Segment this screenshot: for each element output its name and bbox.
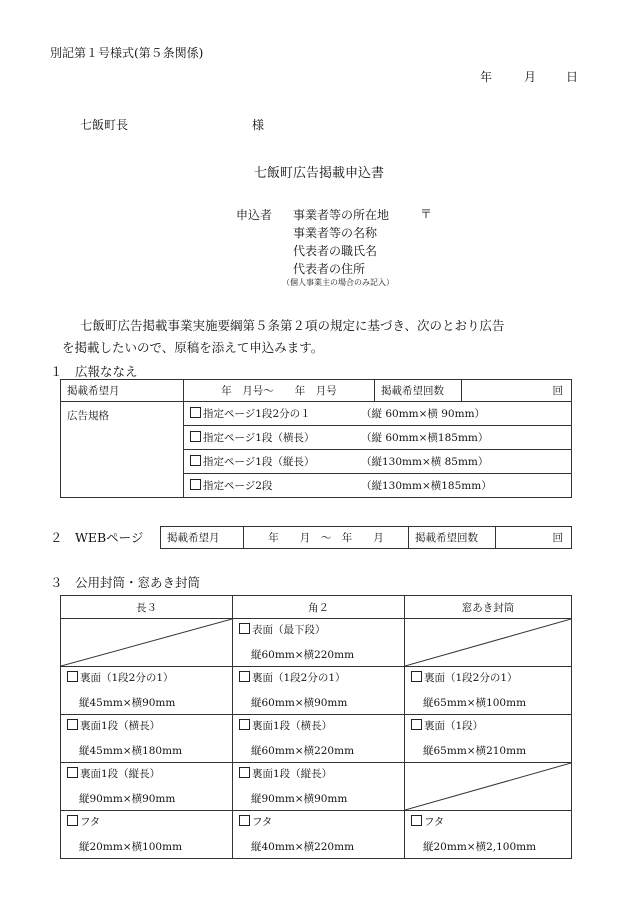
month-value-cell[interactable]: 年 月号～ 年 月号 — [184, 380, 375, 402]
checkbox[interactable] — [411, 719, 422, 730]
table-row — [61, 619, 572, 667]
checkbox[interactable] — [239, 719, 250, 730]
size-label-cell: 広告規格 — [61, 402, 184, 498]
envelope-option[interactable] — [61, 811, 233, 859]
envelope-option-size: 縦60mm×横220mm — [251, 649, 355, 661]
envelope-option[interactable] — [61, 715, 233, 763]
envelope-option[interactable] — [405, 667, 572, 715]
checkbox[interactable] — [239, 623, 250, 634]
envelope-option-name: 裏面（1段2分の1） — [252, 672, 346, 684]
section2-heading: ２ WEBページ — [50, 530, 144, 545]
checkbox[interactable] — [411, 815, 422, 826]
representative-address-label: 代表者の住所 — [293, 262, 366, 276]
size-option-dimensions: （縦130mm×横 85mm） — [361, 456, 489, 468]
date-year-label: 年 — [480, 70, 493, 84]
envelope-option-name: 裏面1段（縦長） — [80, 768, 161, 780]
envelope-option-size: 縦40mm×横220mm — [251, 841, 355, 853]
checkbox[interactable] — [190, 431, 201, 442]
size-option[interactable] — [184, 450, 572, 474]
size-option-name: 指定ページ1段2分の１ — [203, 408, 311, 420]
body-line-2: を掲載したいので、原稿を添えて申込みます。 — [62, 340, 324, 355]
envelope-option[interactable] — [405, 715, 572, 763]
section3-heading: ３ 公用封筒・窓あき封筒 — [50, 575, 201, 590]
envelope-option[interactable] — [233, 715, 405, 763]
applicant-name-label: 事業者等の名称 — [293, 226, 378, 240]
web-count-label-cell: 掲載希望回数 — [409, 527, 496, 549]
size-option-dimensions: （縦 60mm×横 90mm） — [361, 408, 486, 420]
envelope-option-size: 縦60mm×横90mm — [251, 697, 348, 709]
envelope-option-name: フタ — [252, 816, 273, 828]
envelope-option-name: 裏面1段（横長） — [252, 720, 333, 732]
date-day-label: 日 — [566, 70, 579, 84]
envelope-option[interactable] — [233, 619, 405, 667]
empty-cell — [61, 619, 233, 667]
checkbox[interactable] — [239, 815, 250, 826]
web-month-label-cell: 掲載希望月 — [161, 527, 244, 549]
empty-cell — [405, 619, 572, 667]
diagonal-line — [405, 763, 571, 810]
page-title: 七飯町広告掲載申込書 — [254, 166, 385, 181]
checkbox[interactable] — [67, 815, 78, 826]
diagonal-line — [61, 619, 232, 666]
checkbox[interactable] — [239, 671, 250, 682]
envelope-option-size: 縦45mm×横90mm — [79, 697, 176, 709]
count-value-cell[interactable]: 回 — [462, 380, 572, 402]
envelope-option-name: フタ — [80, 816, 101, 828]
column-header-naga3: 長３ — [61, 596, 233, 619]
envelope-option-size: 縦20mm×横2,100mm — [423, 841, 537, 853]
envelope-option-size: 縦20mm×横100mm — [79, 841, 183, 853]
representative-name-label: 代表者の職氏名 — [293, 244, 378, 258]
web-count-value-cell[interactable]: 回 — [496, 527, 572, 549]
envelope-option-name: 裏面（1段2分の1） — [80, 672, 174, 684]
size-option-dimensions: （縦130mm×横185mm） — [361, 480, 492, 492]
size-option[interactable] — [184, 402, 572, 426]
envelope-option-name: 裏面1段（縦長） — [252, 768, 333, 780]
checkbox[interactable] — [67, 767, 78, 778]
envelope-option[interactable] — [61, 667, 233, 715]
envelope-option[interactable] — [233, 811, 405, 859]
size-option-dimensions: （縦 60mm×横185mm） — [361, 432, 489, 444]
envelope-option-size: 縦90mm×横90mm — [79, 793, 176, 805]
addressee-name: 七飯町長 — [80, 118, 129, 132]
size-option-name: 指定ページ1段（縦長） — [203, 456, 315, 468]
envelope-option-size: 縦90mm×横90mm — [251, 793, 348, 805]
table-row — [61, 763, 572, 811]
size-option-name: 指定ページ2段 — [203, 480, 273, 492]
representative-address-note: （個人事業主の場合のみ記入） — [282, 278, 394, 287]
diagonal-line — [405, 619, 571, 666]
envelope-option-size: 縦65mm×横210mm — [423, 745, 527, 757]
size-option[interactable] — [184, 426, 572, 450]
section2-table — [160, 526, 572, 549]
size-option[interactable] — [184, 474, 572, 498]
size-option-name: 指定ページ1段（横長） — [203, 432, 315, 444]
checkbox[interactable] — [190, 455, 201, 466]
body-line-1: 七飯町広告掲載事業実施要綱第５条第２項の規定に基づき、次のとおり広告 — [80, 318, 505, 333]
date-month-label: 月 — [524, 70, 537, 84]
envelope-table — [60, 595, 572, 859]
checkbox[interactable] — [190, 479, 201, 490]
envelope-option[interactable] — [233, 763, 405, 811]
applicant-label: 申込者 — [236, 208, 273, 222]
month-label-cell: 掲載希望月 — [61, 380, 184, 402]
envelope-option-name: 表面（最下段） — [252, 624, 326, 636]
section1-table — [60, 379, 572, 498]
column-header-window: 窓あき封筒 — [405, 596, 572, 619]
checkbox[interactable] — [411, 671, 422, 682]
checkbox[interactable] — [67, 719, 78, 730]
envelope-option-size: 縦60mm×横220mm — [251, 745, 355, 757]
envelope-option-name: 裏面（1段） — [424, 720, 484, 732]
checkbox[interactable] — [190, 407, 201, 418]
section1-heading: １ 広報ななえ — [50, 364, 138, 379]
envelope-option[interactable] — [233, 667, 405, 715]
envelope-option-size: 縦65mm×横100mm — [423, 697, 527, 709]
envelope-option-name: 裏面（1段2分の1） — [424, 672, 518, 684]
table-row — [61, 811, 572, 859]
envelope-option-name: フタ — [424, 816, 445, 828]
applicant-address-label: 事業者等の所在地 — [293, 208, 390, 222]
column-header-kaku2: 角２ — [233, 596, 405, 619]
envelope-option[interactable] — [61, 763, 233, 811]
checkbox[interactable] — [239, 767, 250, 778]
addressee-honorific: 様 — [252, 118, 265, 132]
checkbox[interactable] — [67, 671, 78, 682]
envelope-option-name: 裏面1段（横長） — [80, 720, 161, 732]
count-label-cell: 掲載希望回数 — [375, 380, 462, 402]
postal-mark: 〒 — [420, 207, 433, 221]
envelope-option[interactable] — [405, 811, 572, 859]
envelope-option-size: 縦45mm×横180mm — [79, 745, 183, 757]
table-row — [61, 667, 572, 715]
web-month-value-cell[interactable]: 年 月 ～ 年 月 — [244, 527, 409, 549]
form-label: 別記第１号様式(第５条関係) — [50, 46, 204, 60]
table-row — [61, 715, 572, 763]
empty-cell — [405, 763, 572, 811]
